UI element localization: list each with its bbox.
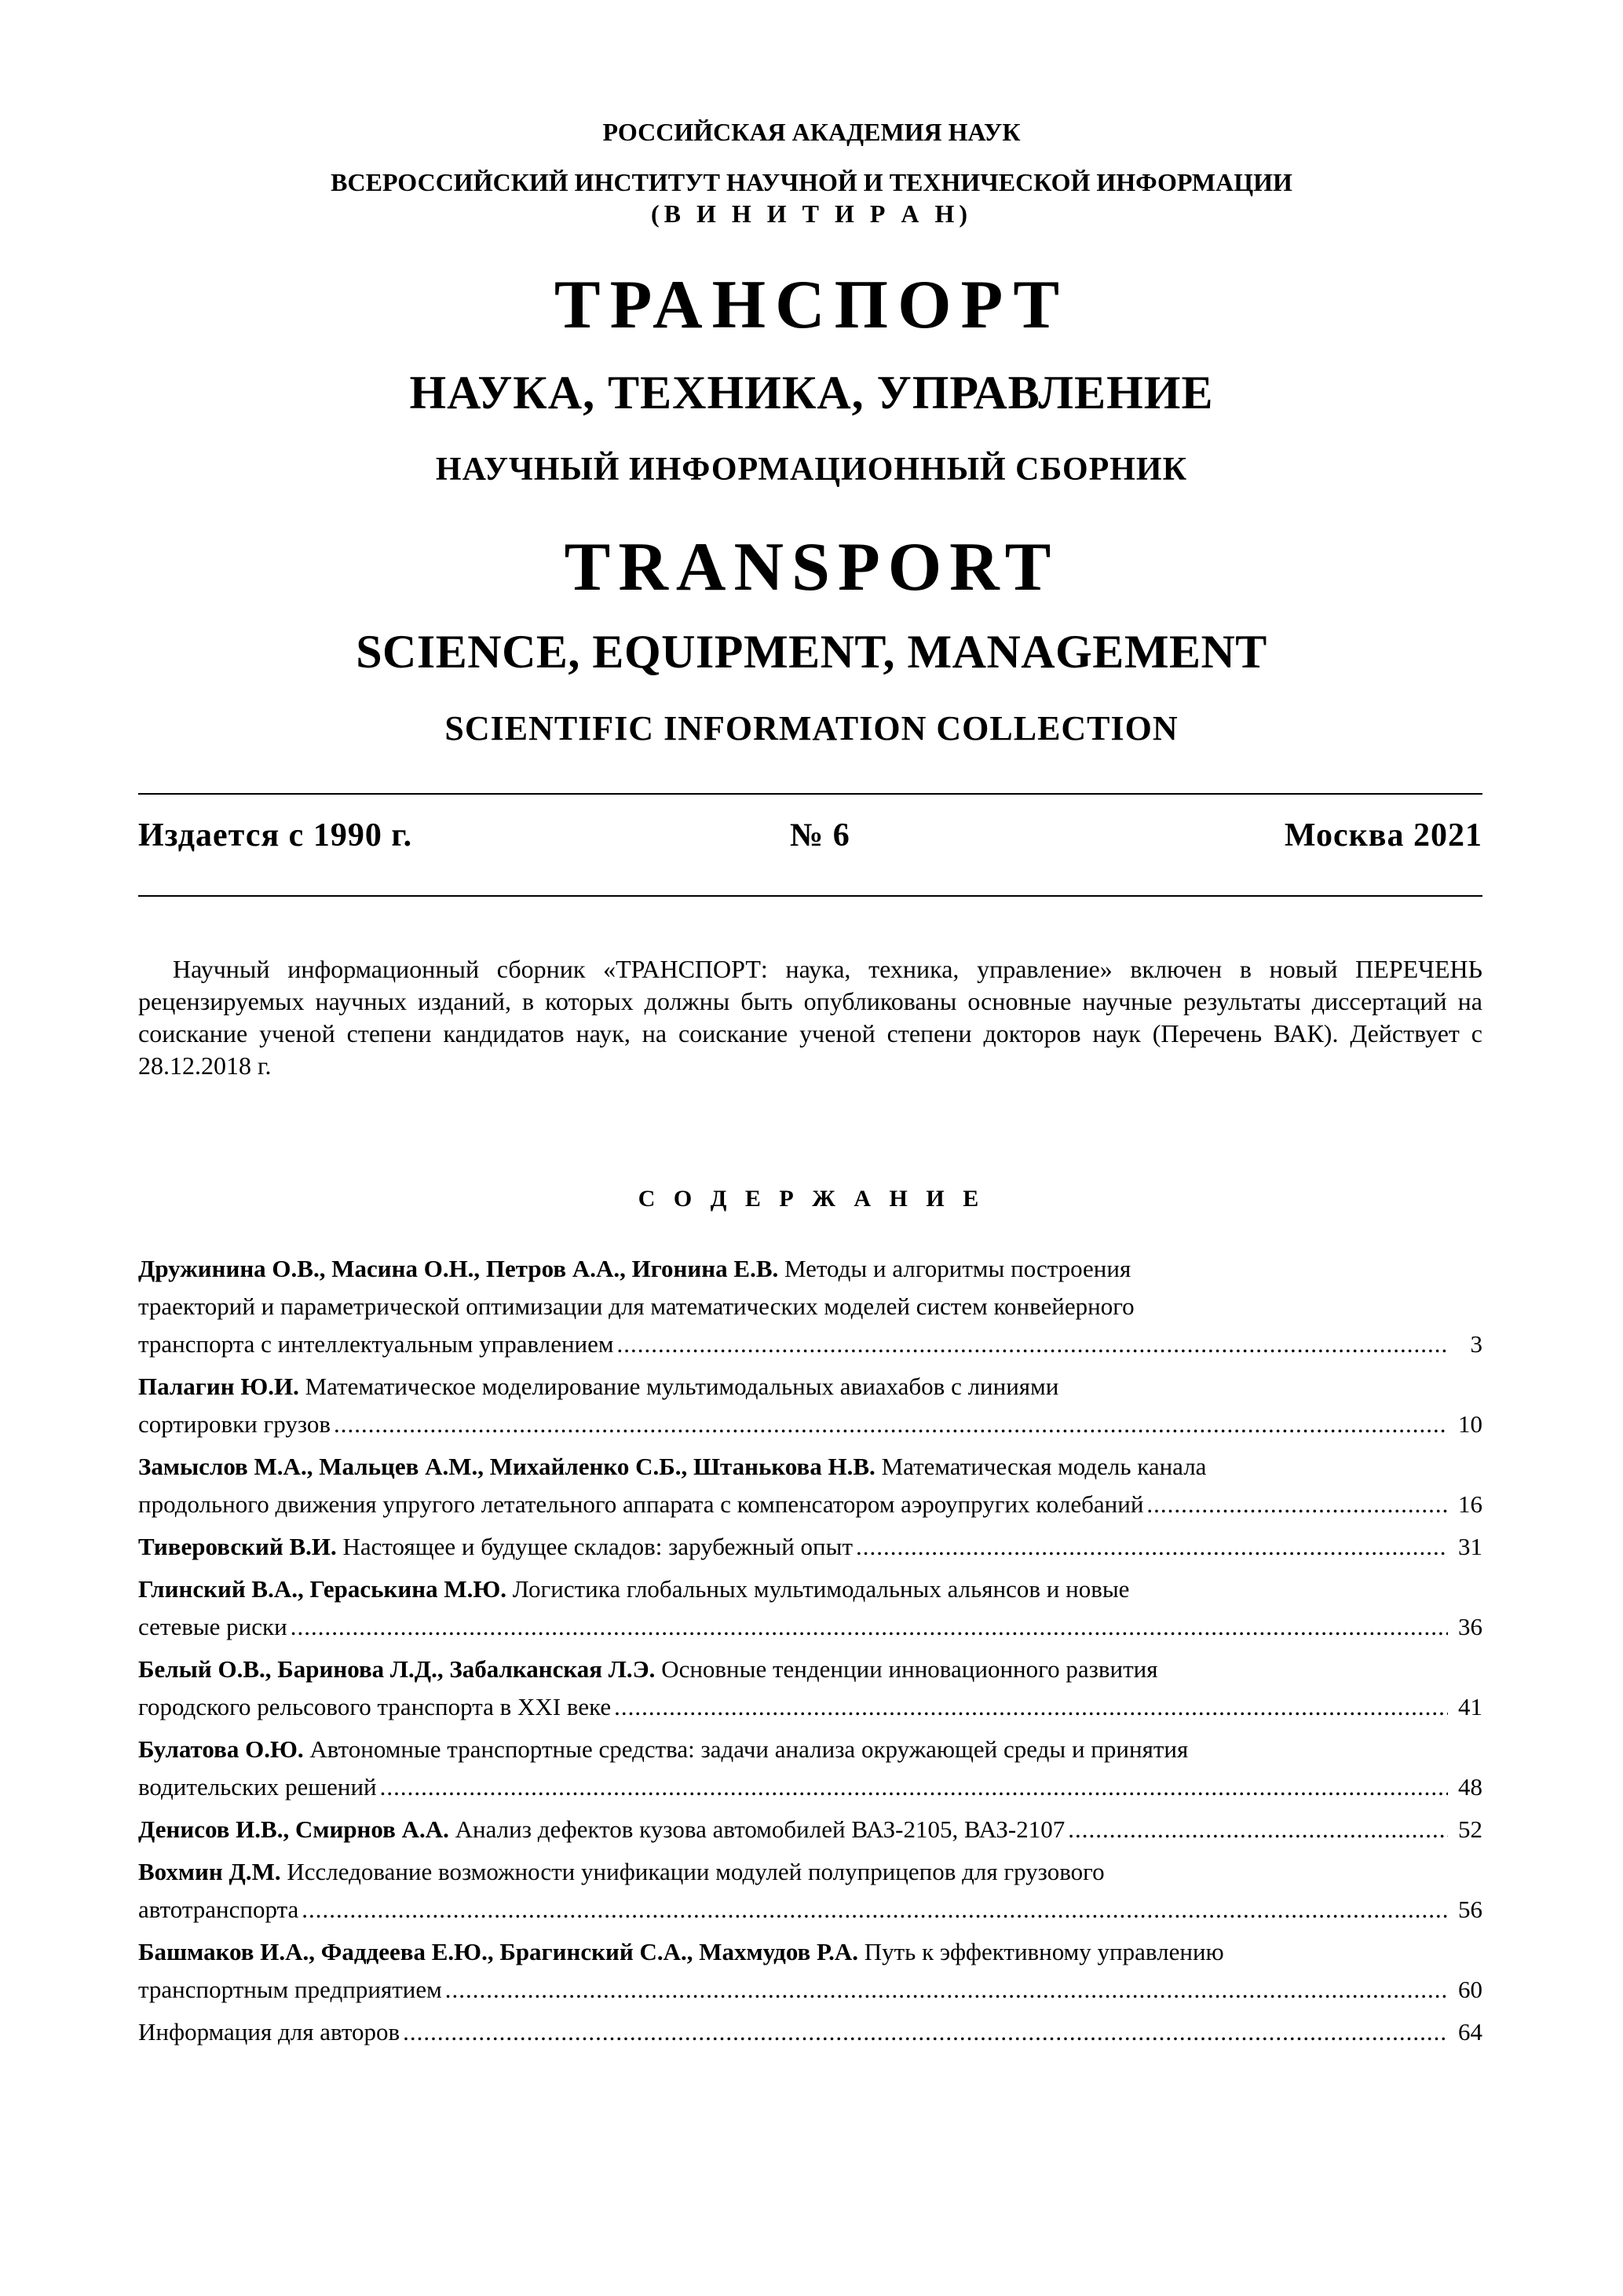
- toc-authors: Белый О.В., Баринова Л.Д., Забалканская Л.Э.: [138, 1655, 656, 1683]
- toc-authors: Дружинина О.В., Масина О.Н., Петров А.А., Игонина Е.В.: [138, 1255, 779, 1282]
- toc-title: Исследование возможности унификации модулей полуприцепов для грузового: [287, 1858, 1105, 1885]
- toc-title: Математическая модель канала: [881, 1453, 1207, 1480]
- journal-title-en: TRANSPORT: [564, 529, 1059, 605]
- institute-abbreviation: (В И Н И Т И Р А Н): [650, 199, 973, 228]
- toc-first-line: [138, 1250, 1482, 1288]
- toc-first-text: [138, 1453, 1206, 1480]
- toc-page-number: 64: [1458, 2018, 1482, 2046]
- toc-page-number: 48: [1458, 1773, 1482, 1801]
- toc-last-line: [138, 1608, 1482, 1646]
- toc-entry: [138, 1651, 1482, 1726]
- toc-title-continuation: автотранспорта: [138, 1896, 299, 1923]
- table-of-contents: [138, 1250, 1482, 2056]
- toc-page-number: 52: [1458, 1815, 1482, 1843]
- toc-dot-leader: [856, 1528, 1448, 1566]
- toc-last-line: [138, 1891, 1482, 1929]
- toc-dot-leader: [380, 1768, 1448, 1806]
- toc-dot-leader: [291, 1608, 1448, 1646]
- issue-number: № 6: [790, 817, 850, 854]
- toc-authors: Палагин Ю.И.: [138, 1373, 299, 1400]
- toc-first-text: [138, 1735, 1188, 1763]
- toc-entry: [138, 1250, 1482, 1363]
- toc-first-text: [138, 1655, 1157, 1683]
- toc-title: Настоящее и будущее складов: зарубежный опыт: [342, 1533, 854, 1560]
- toc-entry: [138, 2013, 1482, 2051]
- toc-first-line: [138, 1651, 1482, 1688]
- toc-dot-leader: [403, 2013, 1448, 2051]
- toc-title: Математическое моделирование мультимодальных авиахабов с линиями: [305, 1373, 1059, 1400]
- place-and-year: Москва 2021: [1284, 817, 1482, 854]
- toc-first-text: [138, 2013, 400, 2051]
- toc-page-number: 16: [1458, 1490, 1482, 1518]
- collection-type-en: SCIENTIFIC INFORMATION COLLECTION: [444, 709, 1179, 748]
- vak-notice-paragraph: Научный информационный сборник «ТРАНСПОРТ: наука, техника, управление» включен в новый ПЕРЕЧЕНЬ рецензируемых научных изданий, в которых должны быть опубликованы основные научные результаты диссертаций на соискание ученой степени кандидатов наук, на соискание ученой степени докторов наук (Перечень ВАК). Действует с 28.12.2018 г.: [138, 955, 1482, 1080]
- journal-subtitle-en: SCIENCE, EQUIPMENT, MANAGEMENT: [356, 626, 1267, 678]
- toc-entry: [138, 1853, 1482, 1929]
- toc-title-continuation: сетевые риски: [138, 1613, 287, 1640]
- toc-first-line: [138, 1811, 1482, 1848]
- toc-authors: Тиверовский В.И.: [138, 1533, 337, 1560]
- toc-first-line: [138, 2013, 1482, 2051]
- toc-authors: Булатова О.Ю.: [138, 1735, 304, 1763]
- published-since: Издается с 1990 г.: [138, 817, 413, 854]
- toc-title: Основные тенденции инновационного развития: [661, 1655, 1158, 1683]
- toc-last-line: [138, 1406, 1482, 1443]
- toc-page-number: 31: [1458, 1533, 1482, 1560]
- toc-title-continuation: продольного движения упругого летательного аппарата с компенсатором аэроупругих колебаний: [138, 1490, 1144, 1518]
- toc-title-continuation: городского рельсового транспорта в XXI веке: [138, 1693, 612, 1720]
- toc-first-line: [138, 1368, 1482, 1406]
- toc-entry: [138, 1570, 1482, 1646]
- toc-authors: Башмаков И.А., Фаддеева Е.Ю., Брагинский С.А., Махмудов Р.А.: [138, 1938, 858, 1965]
- toc-dot-leader: [302, 1891, 1448, 1929]
- toc-first-text: [138, 1373, 1058, 1400]
- toc-page-number: 60: [1458, 1976, 1482, 2003]
- contents-heading: С О Д Е Р Ж А Н И Е: [638, 1186, 985, 1212]
- toc-last-line: [138, 1486, 1482, 1523]
- toc-title: Автономные транспортные средства: задачи анализа окружающей среды и принятия: [309, 1735, 1189, 1763]
- toc-first-line: [138, 1570, 1482, 1608]
- toc-first-text: [138, 1255, 1131, 1282]
- toc-page-number: 41: [1458, 1693, 1482, 1720]
- toc-dot-leader: [617, 1325, 1448, 1363]
- toc-entry: [138, 1528, 1482, 1566]
- toc-dot-leader: [1068, 1811, 1448, 1848]
- toc-dot-leader: [445, 1971, 1448, 2009]
- toc-title-continuation: сортировки грузов: [138, 1410, 331, 1438]
- toc-dot-leader: [1146, 1486, 1448, 1523]
- institute-name: ВСЕРОССИЙСКИЙ ИНСТИТУТ НАУЧНОЙ И ТЕХНИЧЕСКОЙ ИНФОРМАЦИИ: [331, 168, 1292, 196]
- bottom-divider: [138, 895, 1482, 897]
- toc-last-line: [138, 1971, 1482, 2009]
- toc-title: Анализ дефектов кузова автомобилей ВАЗ-2105, ВАЗ-2107: [455, 1815, 1066, 1843]
- toc-authors: Вохмин Д.М.: [138, 1858, 281, 1885]
- toc-first-text: [138, 1858, 1105, 1885]
- toc-authors: Замыслов М.А., Мальцев А.М., Михайленко С.Б., Штанькова Н.В.: [138, 1453, 875, 1480]
- toc-page-number: 36: [1458, 1613, 1482, 1640]
- toc-authors: Глинский В.А., Гераськина М.Ю.: [138, 1575, 507, 1603]
- toc-first-text: [138, 1811, 1065, 1848]
- toc-title-continuation: транспорта с интеллектуальным управлением: [138, 1330, 614, 1358]
- toc-last-line: [138, 1768, 1482, 1806]
- toc-first-line: [138, 1528, 1482, 1566]
- toc-first-line: [138, 1448, 1482, 1486]
- toc-entry: [138, 1731, 1482, 1806]
- toc-authors: Денисов И.В., Смирнов А.А.: [138, 1815, 449, 1843]
- toc-title: Путь к эффективному управлению: [864, 1938, 1224, 1965]
- toc-entry: [138, 1933, 1482, 2009]
- toc-first-line: [138, 1731, 1482, 1768]
- toc-entry: [138, 1448, 1482, 1523]
- journal-title-ru: ТРАНСПОРТ: [554, 267, 1069, 343]
- toc-title: Логистика глобальных мультимодальных альянсов и новые: [512, 1575, 1130, 1603]
- toc-title-continuation: водительских решений: [138, 1773, 377, 1801]
- toc-dot-leader: [334, 1406, 1448, 1443]
- toc-last-line: [138, 1688, 1482, 1726]
- toc-title-continuation: транспортным предприятием: [138, 1976, 442, 2003]
- publication-info-row: [138, 817, 1482, 864]
- toc-first-line: [138, 1933, 1482, 1971]
- toc-entry: [138, 1368, 1482, 1443]
- toc-first-text: [138, 1575, 1129, 1603]
- top-divider: [138, 793, 1482, 795]
- toc-entry: [138, 1811, 1482, 1848]
- toc-dot-leader: [614, 1688, 1448, 1726]
- toc-title: Информация для авторов: [138, 2018, 400, 2046]
- toc-last-line: [138, 1325, 1482, 1363]
- toc-page-number: 3: [1470, 1330, 1482, 1358]
- toc-page-number: 10: [1458, 1410, 1482, 1438]
- toc-page-number: 56: [1458, 1896, 1482, 1923]
- toc-first-line: [138, 1853, 1482, 1891]
- toc-title-continuation: траекторий и параметрической оптимизации для математических моделей систем конвейерного: [138, 1292, 1135, 1320]
- toc-title: Методы и алгоритмы построения: [784, 1255, 1131, 1282]
- toc-first-text: [138, 1938, 1224, 1965]
- toc-first-text: [138, 1528, 853, 1566]
- journal-subtitle-ru: НАУКА, ТЕХНИКА, УПРАВЛЕНИЕ: [409, 367, 1214, 419]
- collection-type-ru: НАУЧНЫЙ ИНФОРМАЦИОННЫЙ СБОРНИК: [435, 452, 1188, 488]
- academy-name: РОССИЙСКАЯ АКАДЕМИЯ НАУК: [602, 118, 1021, 146]
